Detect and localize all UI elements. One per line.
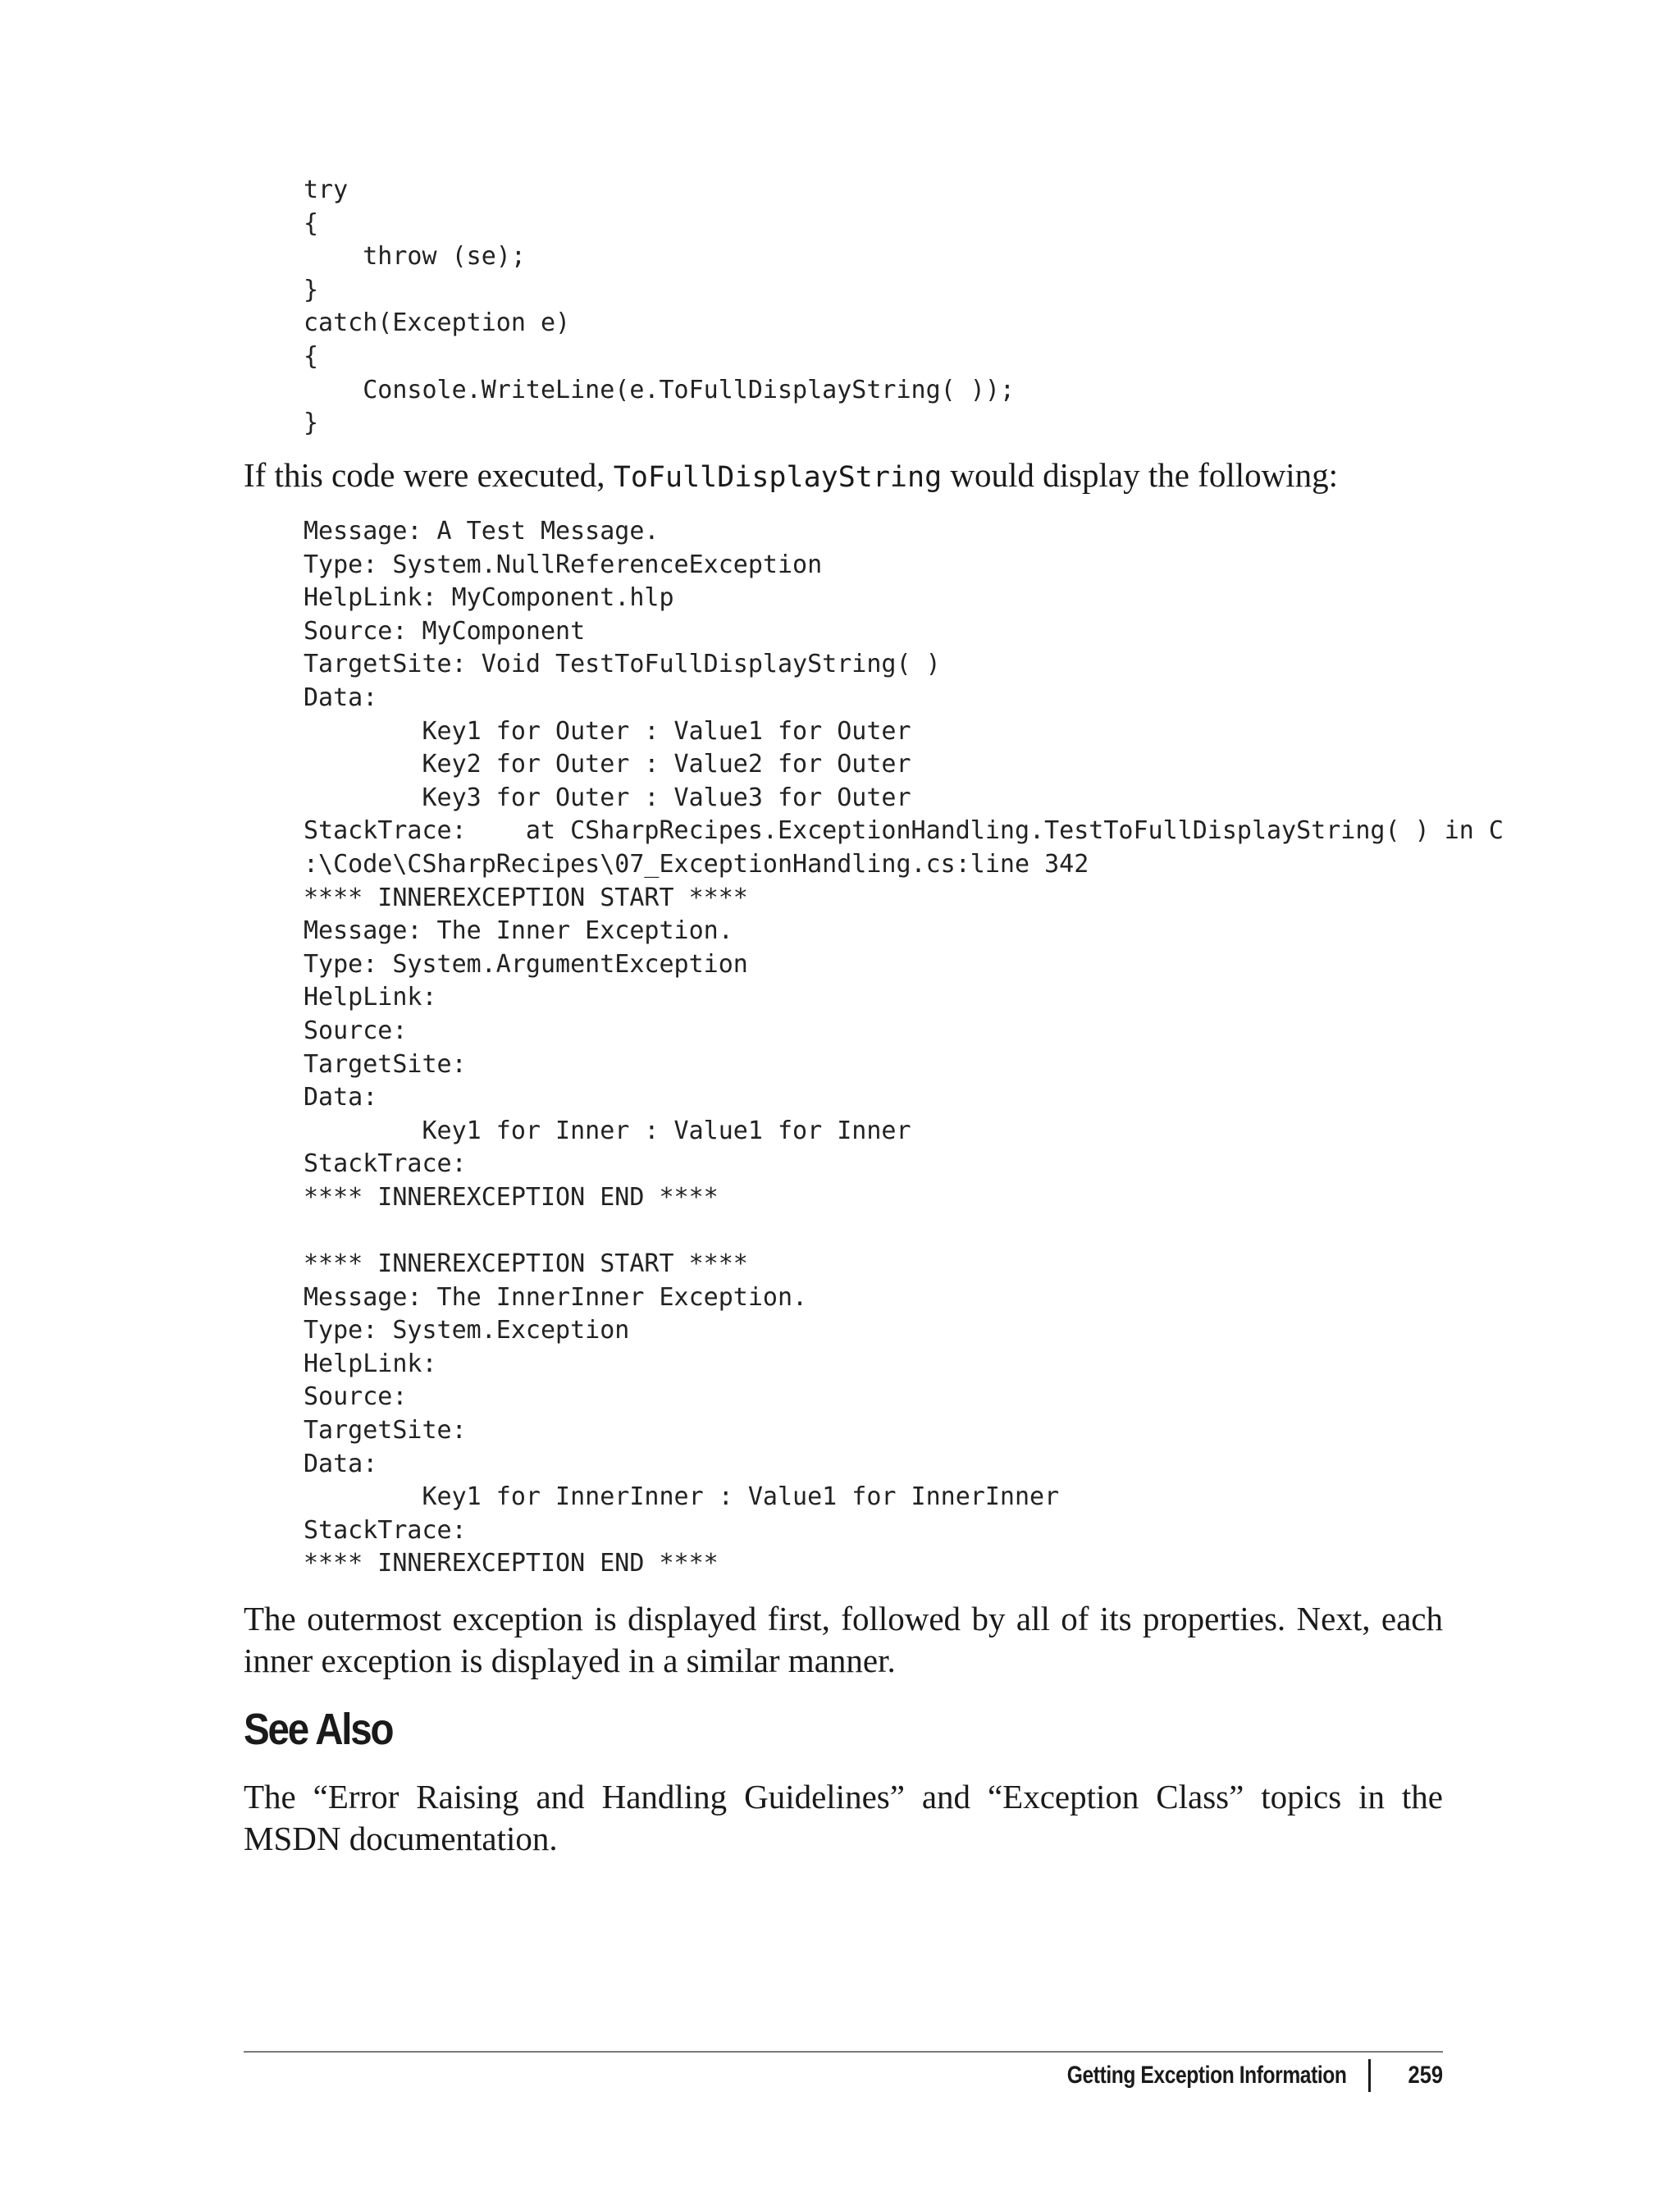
page-footer <box>1006 2056 1443 2095</box>
intro-text-after: would display the following: <box>942 456 1339 494</box>
intro-text-before: If this code were executed, <box>244 456 614 494</box>
footer-divider <box>244 2051 1443 2053</box>
footer-section-title: Getting Exception Information <box>1067 2062 1347 2089</box>
see-also-paragraph: The “Error Raising and Handling Guidelines” and “Exception Class” topics in the MSDN documentation. <box>244 1778 1443 1857</box>
intro-paragraph <box>244 454 1443 499</box>
see-also-heading: See Also <box>244 1705 393 1754</box>
page-number: 259 <box>1408 2062 1443 2089</box>
explanation-paragraph: The outermost exception is displayed first, followed by all of its properties. Next, each inner exception is displayed in a similar manner. <box>244 1600 1443 1679</box>
code-block-output: Message: A Test Message. Type: System.NullReferenceException HelpLink: MyComponent.hlp Source: MyComponent TargetSite: Void TestToFullDisplayString( ) Data: Key1 for Outer : Value1 for Outer Key2 for Outer : Value2 for Outer Key3 for Outer : Value3 for Outer StackTrace: at CSharpRecipes.ExceptionHandling.TestToFullDisplayString( ) in C :\Code\CSharpRecipes\07_ExceptionHandling.cs:line 342 **** INNEREXCEPTION START **** Message: The Inner Exception. Type: System.ArgumentException HelpLink: Source: TargetSite: Data: Key1 for Inner : Value1 for Inner StackTrace: **** INNEREXCEPTION END **** **** INNEREXCEPTION START **** Message: The InnerInner Exception. Type: System.Exception HelpLink: Source: TargetSite: Data: Key1 for InnerInner : Value1 for InnerInner StackTrace: **** INNEREXCEPTION END **** <box>304 517 1504 1578</box>
inline-code-method: ToFullDisplayString <box>613 461 943 494</box>
code-block-try-catch: try { throw (se); } catch(Exception e) { Console.WriteLine(e.ToFullDisplayString( )); } <box>304 176 1015 438</box>
footer-separator <box>1368 2059 1371 2092</box>
